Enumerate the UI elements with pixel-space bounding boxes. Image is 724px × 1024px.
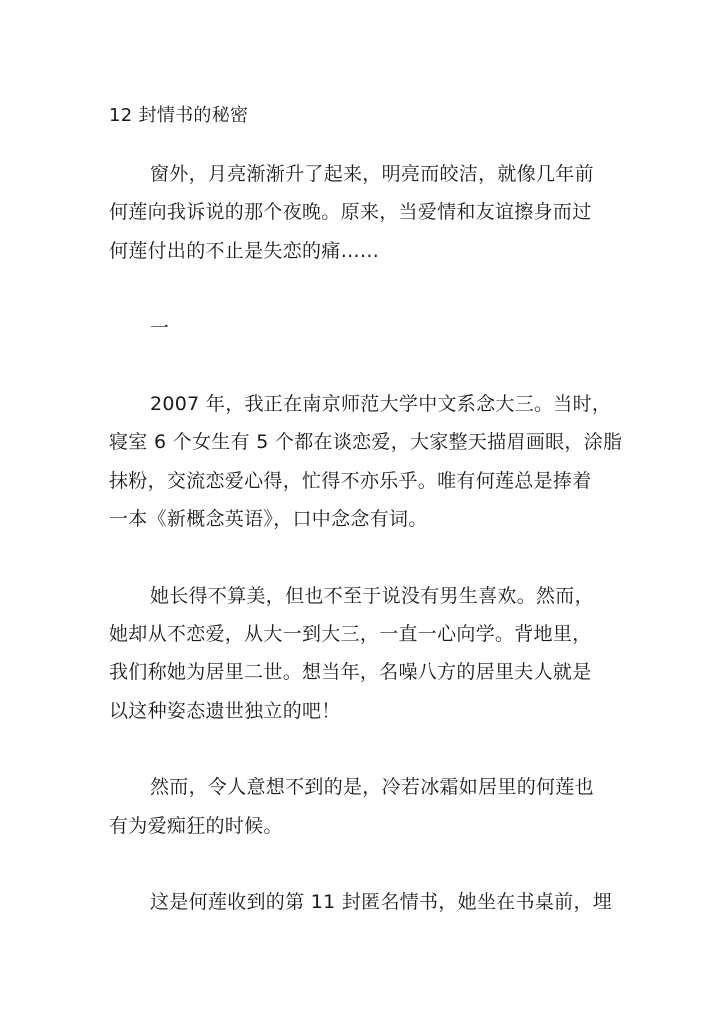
paragraph-2-line-2: 寝室 6 个女生有 5 个都在谈恋爱，大家整天描眉画眼，涂脂	[109, 431, 623, 453]
paragraph-3-line-2: 她却从不恋爱，从大一到大三，一直一心向学。背地里，	[109, 623, 592, 645]
paragraph-3-line-3: 我们称她为居里二世。想当年，名噪八方的居里夫人就是	[109, 661, 592, 683]
paragraph-3-line-4: 以这种姿态遗世独立的吧！	[109, 700, 341, 722]
paragraph-1-line-3: 何莲付出的不止是失恋的痛……	[109, 240, 380, 262]
paragraph-4-line-1: 然而，令人意想不到的是，冷若冰霜如居里的何莲也	[150, 776, 594, 798]
paragraph-5-line-1: 这是何莲收到的第 11 封匿名情书，她坐在书桌前，埋	[150, 891, 613, 913]
paragraph-4-line-2: 有为爱痴狂的时候。	[109, 815, 283, 837]
section-heading: 一	[150, 317, 170, 339]
paragraph-2-line-1: 2007 年，我正在南京师范大学中文系念大三。当时，	[150, 393, 612, 415]
document-title: 12 封情书的秘密	[109, 105, 249, 126]
paragraph-1-line-2: 何莲向我诉说的那个夜晚。原来，当爱情和友谊擦身而过	[109, 201, 592, 223]
paragraph-1-line-1: 窗外，月亮渐渐升了起来，明亮而皎洁，就像几年前	[150, 163, 594, 185]
paragraph-2-line-3: 抹粉，交流恋爱心得，忙得不亦乐乎。唯有何莲总是捧着	[109, 470, 592, 492]
paragraph-3-line-1: 她长得不算美，但也不至于说没有男生喜欢。然而，	[150, 585, 594, 607]
paragraph-2-line-4: 一本《新概念英语》，口中念念有词。	[109, 508, 428, 530]
